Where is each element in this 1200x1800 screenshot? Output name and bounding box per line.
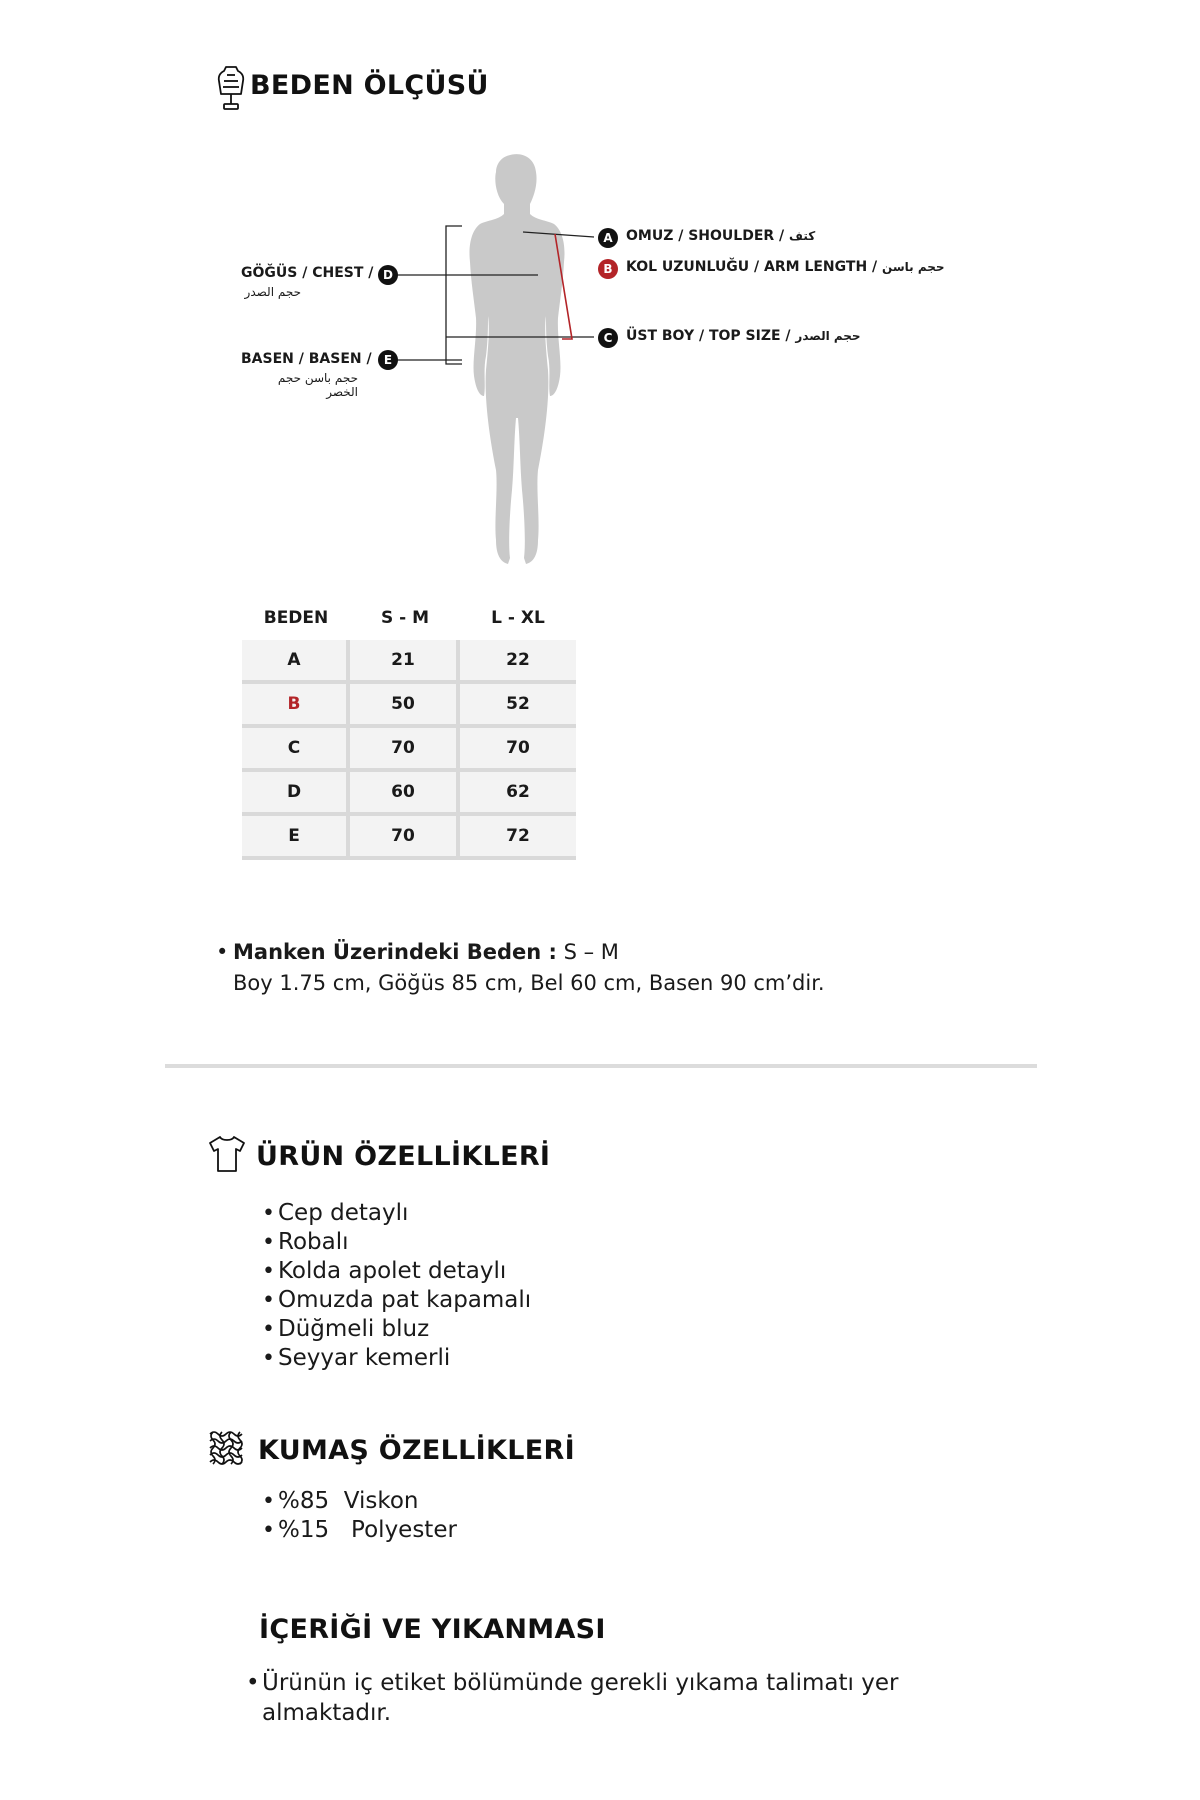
section-divider: [165, 1064, 1037, 1068]
basen-label: BASEN / BASEN /: [241, 351, 372, 367]
tshirt-icon: [207, 1134, 247, 1174]
chest-label: GÖĞÜS / CHEST /: [241, 265, 374, 281]
care-text: Ürünün iç etiket bölümünde gerekli yıkama talimatı yer almaktadır.: [262, 1670, 899, 1726]
fabric-features-title: KUMAŞ ÖZELLİKLERİ: [258, 1435, 575, 1466]
table-cell: C: [242, 728, 350, 772]
care-title: İÇERİĞİ VE YIKANMASI: [259, 1614, 606, 1645]
model-size-value: S – M: [563, 940, 619, 964]
list-item: • Düğmeli bluz: [262, 1315, 531, 1344]
table-cell: A: [242, 640, 350, 684]
marker-c: C: [598, 328, 618, 348]
list-item: • Kolda apolet detaylı: [262, 1257, 531, 1286]
marker-d: D: [378, 265, 398, 285]
table-row: [242, 728, 576, 772]
model-size-label: Manken Üzerindeki Beden :: [233, 940, 557, 964]
list-item: • Omuzda pat kapamalı: [262, 1286, 531, 1315]
list-item: • Cep detaylı: [262, 1199, 531, 1228]
table-cell: E: [242, 816, 350, 860]
list-item: • Robalı: [262, 1228, 531, 1257]
fabric-features-list: [262, 1487, 457, 1545]
table-cell: 60: [350, 772, 460, 816]
product-features-list: [262, 1199, 531, 1373]
table-cell: 50: [350, 684, 460, 728]
marker-b: B: [598, 259, 618, 279]
table-cell: 21: [350, 640, 460, 684]
table-cell: 70: [460, 728, 576, 772]
bullet: •: [246, 1670, 260, 1696]
shoulder-label: OMUZ / SHOULDER / كتف: [626, 228, 816, 244]
table-cell: 72: [460, 816, 576, 860]
table-cell: B: [242, 684, 350, 728]
table-cell: 62: [460, 772, 576, 816]
table-cell: 22: [460, 640, 576, 684]
table-cell: 70: [350, 816, 460, 860]
table-cell: 52: [460, 684, 576, 728]
chest-arabic: حجم الصدر: [244, 285, 301, 299]
table-row: [242, 772, 576, 816]
top-size-label: ÜST BOY / TOP SIZE / حجم الصدر: [626, 328, 861, 344]
list-item: • %15 Polyester: [262, 1516, 457, 1545]
table-header: BEDEN: [263, 608, 329, 628]
measurement-lines: [0, 0, 1200, 600]
marker-a: A: [598, 228, 618, 248]
table-header: S - M: [380, 608, 430, 628]
table-row: [242, 640, 576, 684]
table-row: [242, 684, 576, 728]
model-measurements: Boy 1.75 cm, Göğüs 85 cm, Bel 60 cm, Basen 90 cm’dir.: [233, 971, 825, 995]
list-item: • %85 Viskon: [262, 1487, 457, 1516]
size-guide-title: BEDEN ÖLÇÜSÜ: [250, 70, 489, 101]
model-size-line: • Manken Üzerindeki Beden : S – M: [216, 940, 619, 964]
table-header: L - XL: [491, 608, 545, 628]
list-item: • Seyyar kemerli: [262, 1344, 531, 1373]
shoulder-arabic: كتف: [789, 229, 816, 243]
table-cell: 70: [350, 728, 460, 772]
fabric-icon: [208, 1430, 246, 1468]
size-table: [242, 596, 576, 860]
table-row: [242, 816, 576, 860]
marker-e: E: [378, 350, 398, 370]
basen-arabic: حجم باسن حجم الخصر: [277, 371, 358, 399]
top-size-arabic: حجم الصدر: [795, 329, 861, 343]
arm-length-arabic: حجم باسن: [882, 260, 945, 274]
table-header-row: [242, 596, 576, 640]
product-features-title: ÜRÜN ÖZELLİKLERİ: [256, 1141, 551, 1172]
care-instructions: [246, 1668, 962, 1728]
table-cell: D: [242, 772, 350, 816]
arm-length-label: KOL UZUNLUĞU / ARM LENGTH / حجم باسن: [626, 259, 945, 275]
